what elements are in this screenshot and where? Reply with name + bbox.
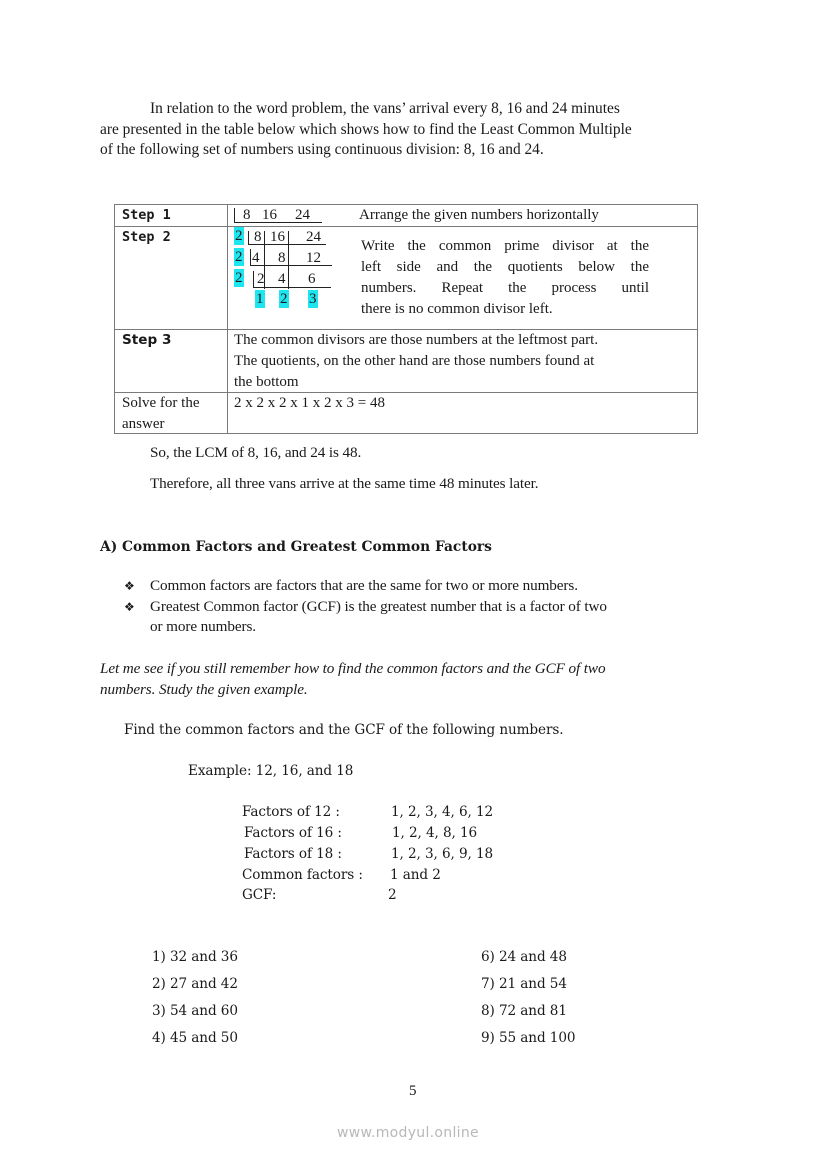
bullet-text-continued: or more numbers. (150, 618, 256, 635)
exercise-item: 3) 54 and 60 (152, 1003, 238, 1019)
solve-answer: 2 x 2 x 2 x 1 x 2 x 3 = 48 (234, 395, 385, 411)
factor-value: 1, 2, 4, 8, 16 (392, 825, 478, 841)
watermark-link[interactable]: www.modyul.online (337, 1125, 479, 1141)
lcm-continuous-division-table: Step 1 8 16 24 Arrange the given numbers horizontally Step 2 2 2 2 8 16 24 4 8 12 2 4 6 1 2 3 Write the common prime divisor at the left side and the quotients below the numbers. Repeat the process until there is no common divisor left. Step 3 The common divisors are those numbers at the leftmost part. The quotients, on the other hand are those numbers found at the bottom Solve for the answer 2 x 2 x 2 x 1 x 2 x 3 = 48 (114, 204, 698, 434)
exercise-item: 8) 72 and 81 (481, 1003, 567, 1019)
exercise-item: 6) 24 and 48 (481, 949, 567, 965)
exercise-item: 9) 55 and 100 (481, 1030, 576, 1046)
step-3-label: Step 3 (122, 332, 172, 348)
intro-line-2: are presented in the table below which shows how to find the Least Common Multiple (100, 120, 632, 138)
step-2-label: Step 2 (122, 229, 171, 245)
page-number: 5 (409, 1083, 417, 1099)
common-factors-label: Common factors : (242, 867, 363, 883)
lcm-statement: So, the LCM of 8, 16, and 24 is 48. (150, 444, 362, 461)
bullet-diamond-icon: ❖ (124, 600, 135, 614)
step-1-label: Step 1 (122, 207, 171, 223)
document-page: In relation to the word problem, the vans’ arrival every 8, 16 and 24 minutes are presented in the table below which shows how to find the Least Common Multiple of the following set of numbers using continuous division: 8, 16 and 24. Step 1 8 16 24 Arrange the given numbers horizontally Step 2 2 2 2 8 16 24 4 8 12 2 4 6 1 2 3 Write the common prime divisor at the left side and the quotients below the numbers. Repeat the process until there is no common divisor left. Step 3 The common divisors are those numbers at the leftmost part. The quotients, on the other hand are those numbers found at the bottom Solve for the answer 2 x 2 x 2 x 1 x 2 x 3 = 48 So, the LCM of 8, 16, and 24 is 48. Therefore, all three vans arrive at the same time 48 minutes later. A) Common Factors and Greatest Common Factors ❖ Common factors are factors that are the same for two or more numbers. ❖ Greatest Common factor (GCF) is the greatest number that is a factor of two or more numbers. Let me see if you still remember how to find the common factors and the GCF of two numbers. Study the given example. Find the common factors and the GCF of the following numbers. Example: 12, 16, and 18 Factors of 12 : 1, 2, 3, 4, 6, 12 Factors of 16 : 1, 2, 4, 8, 16 Factors of 18 : 1, 2, 3, 6, 9, 18 Common factors : 1 and 2 GCF: 2 1) 32 and 36 2) 27 and 42 3) 54 and 60 4) 45 and 50 6) 24 and 48 7) 21 and 54 8) 72 and 81 9) 55 and 100 5 www.modyul.online (0, 0, 826, 1169)
factor-label: Factors of 12 : (242, 804, 340, 820)
row-divider (115, 226, 697, 227)
quotient: 3 (309, 291, 317, 307)
divisor: 2 (235, 249, 243, 265)
intro-paragraph (100, 99, 730, 161)
exercise-item: 7) 21 and 54 (481, 976, 567, 992)
quotient: 2 (280, 291, 288, 307)
column-divider (227, 205, 228, 433)
bullet-text: Greatest Common factor (GCF) is the greatest number that is a factor of two (150, 598, 607, 615)
example-title: Example: 12, 16, and 18 (188, 763, 354, 779)
divisor: 2 (235, 228, 243, 244)
conclusion-statement: Therefore, all three vans arrive at the same time 48 minutes later. (150, 475, 539, 492)
intro-line-1: In relation to the word problem, the vans’ arrival every 8, 16 and 24 minutes (150, 100, 620, 117)
divisor: 2 (235, 270, 243, 286)
exercise-item: 1) 32 and 36 (152, 949, 238, 965)
bullet-text: Common factors are factors that are the same for two or more numbers. (150, 577, 578, 594)
factor-label: Factors of 16 : (244, 825, 342, 841)
exercise-item: 2) 27 and 42 (152, 976, 238, 992)
intro-line-3: of the following set of numbers using continuous division: 8, 16 and 24. (100, 141, 544, 159)
gcf-label: GCF: (242, 887, 277, 903)
quotient: 1 (256, 291, 264, 307)
instruction: Find the common factors and the GCF of the following numbers. (124, 722, 564, 738)
gcf-value: 2 (388, 887, 397, 903)
factor-value: 1, 2, 3, 6, 9, 18 (391, 846, 494, 862)
bullet-diamond-icon: ❖ (124, 579, 135, 593)
section-a-heading: A) Common Factors and Greatest Common Factors (100, 539, 492, 555)
step-1-description: Arrange the given numbers horizontally (359, 207, 599, 223)
row-divider (115, 392, 697, 393)
factor-value: 1, 2, 3, 4, 6, 12 (391, 804, 494, 820)
exercise-item: 4) 45 and 50 (152, 1030, 238, 1046)
factor-label: Factors of 18 : (244, 846, 342, 862)
common-factors-value: 1 and 2 (390, 867, 441, 883)
